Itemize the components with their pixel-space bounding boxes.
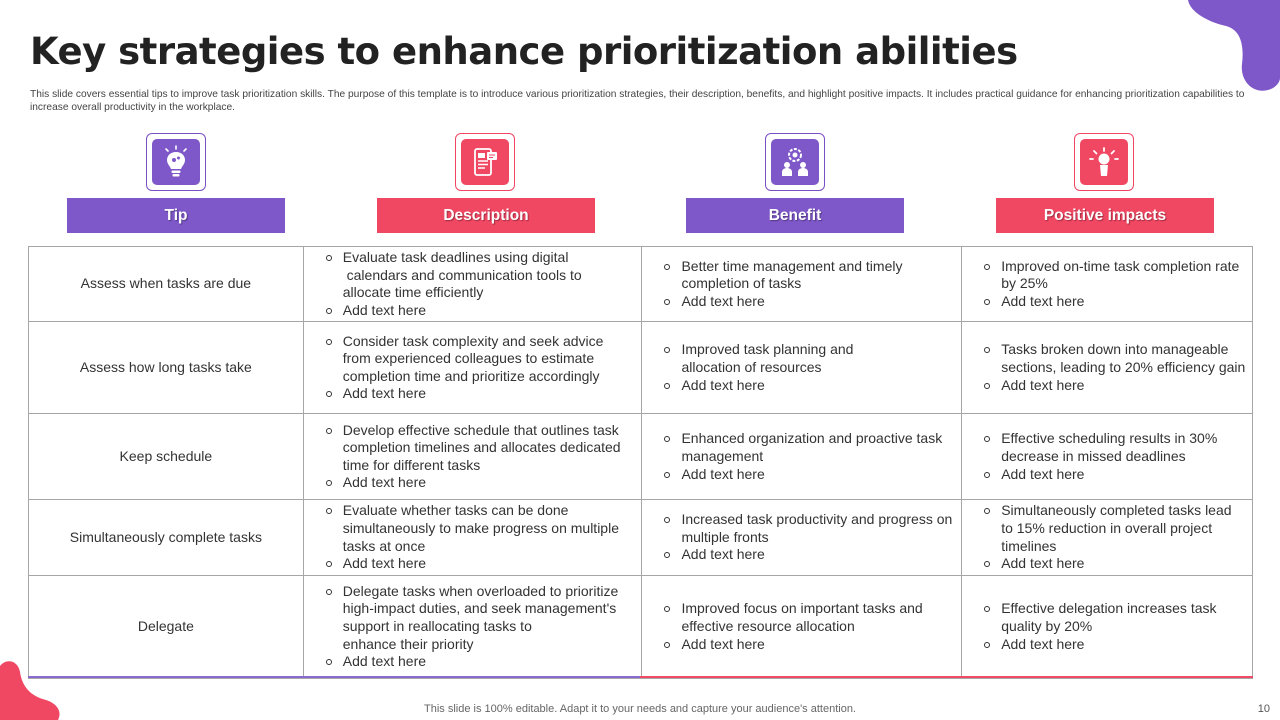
- benefit-cell: [642, 500, 962, 575]
- list-item: Better time management and timely completion of tasks: [662, 258, 953, 293]
- table-row: [29, 414, 1253, 500]
- list-item: Add text here: [982, 293, 1246, 311]
- list-item: Add text here: [982, 636, 1246, 654]
- list-item: Add text here: [662, 546, 953, 564]
- table-row: [29, 322, 1253, 414]
- header-description: Description: [377, 198, 595, 233]
- list-item: Enhanced organization and proactive task management: [662, 430, 953, 465]
- strategies-table: [28, 246, 1253, 679]
- description-cell: [303, 247, 642, 322]
- table-row: [29, 247, 1253, 322]
- list-item: Add text here: [982, 377, 1246, 395]
- tip-cell: Assess when tasks are due: [29, 247, 304, 322]
- list-item: Add text here: [324, 555, 634, 573]
- list-item: Improved focus on important tasks and effective resource allocation: [662, 600, 953, 635]
- description-cell: [303, 414, 642, 500]
- list-item: Consider task complexity and seek advice from experienced colleagues to estimate completion time and prioritize accordingly: [324, 333, 634, 386]
- table-row: [29, 575, 1253, 678]
- benefit-cell: [642, 322, 962, 414]
- impact-cell: [962, 500, 1253, 575]
- list-item: Improved on-time task completion rate by 25%: [982, 258, 1246, 293]
- benefit-cell: [642, 414, 962, 500]
- list-item: Add text here: [324, 474, 634, 492]
- success-burst-icon: [1088, 146, 1120, 178]
- page-subtitle: This slide covers essential tips to improve task prioritization skills. The purpose of this template is to introduce various prioritization strategies, their description, benefits, and highlight positive impacts. It includes practical guidance for enhancing prioritization capabilities to increase overall productivity in the workplace.: [30, 89, 1245, 113]
- list-item: Add text here: [324, 385, 634, 403]
- description-cell: [303, 322, 642, 414]
- header-positive-impacts: Positive impacts: [996, 198, 1214, 233]
- page-title: Key strategies to enhance prioritization abilities: [30, 30, 1018, 73]
- description-cell: [303, 500, 642, 575]
- lightbulb-icon: [161, 145, 191, 179]
- list-item: Develop effective schedule that outlines task completion timelines and allocates dedicated time for different tasks: [324, 422, 634, 475]
- bottom-accent-line-pink: [640, 676, 1253, 678]
- tip-icon-box: [146, 133, 206, 191]
- list-item: Add text here: [324, 653, 634, 671]
- document-icon: [470, 146, 500, 178]
- list-item: Improved task planning and allocation of resources: [662, 341, 953, 376]
- list-item: Add text here: [982, 555, 1246, 573]
- tip-cell: Assess how long tasks take: [29, 322, 304, 414]
- list-item: Effective scheduling results in 30% decrease in missed deadlines: [982, 430, 1246, 465]
- tip-cell: Delegate: [29, 575, 304, 678]
- list-item: Add text here: [662, 377, 953, 395]
- benefit-icon-box: [765, 133, 825, 191]
- list-item: Tasks broken down into manageable sections, leading to 20% efficiency gain: [982, 341, 1246, 376]
- list-item: Evaluate task deadlines using digital calendars and communication tools to allocate time efficiently: [324, 249, 634, 302]
- list-item: Evaluate whether tasks can be done simultaneously to make progress on multiple tasks at once: [324, 502, 634, 555]
- header-benefit: Benefit: [686, 198, 904, 233]
- impact-cell: [962, 414, 1253, 500]
- benefit-cell: [642, 247, 962, 322]
- page-number: 10: [1257, 703, 1270, 715]
- list-item: Add text here: [324, 302, 634, 320]
- teamwork-gear-icon: [779, 146, 811, 178]
- benefit-cell: [642, 575, 962, 678]
- list-item: Add text here: [662, 636, 953, 654]
- list-item: Increased task productivity and progress on multiple fronts: [662, 511, 953, 546]
- list-item: Effective delegation increases task quality by 20%: [982, 600, 1246, 635]
- positive-impacts-icon-box: [1074, 133, 1134, 191]
- footer-note: This slide is 100% editable. Adapt it to your needs and capture your audience's attention.: [424, 703, 856, 715]
- impact-cell: [962, 322, 1253, 414]
- table-row: [29, 500, 1253, 575]
- tip-cell: Keep schedule: [29, 414, 304, 500]
- header-tip: Tip: [67, 198, 285, 233]
- list-item: Delegate tasks when overloaded to prioritize high-impact duties, and seek management's support in reallocating tasks to enhance their priority: [324, 583, 634, 653]
- bottom-accent-line-purple: [28, 676, 640, 678]
- list-item: Simultaneously completed tasks lead to 15% reduction in overall project timelines: [982, 502, 1246, 555]
- list-item: Add text here: [662, 293, 953, 311]
- tip-cell: Simultaneously complete tasks: [29, 500, 304, 575]
- description-cell: [303, 575, 642, 678]
- impact-cell: [962, 575, 1253, 678]
- list-item: Add text here: [982, 466, 1246, 484]
- list-item: Add text here: [662, 466, 953, 484]
- description-icon-box: [455, 133, 515, 191]
- impact-cell: [962, 247, 1253, 322]
- decorative-blob-top-right: [1180, 0, 1280, 92]
